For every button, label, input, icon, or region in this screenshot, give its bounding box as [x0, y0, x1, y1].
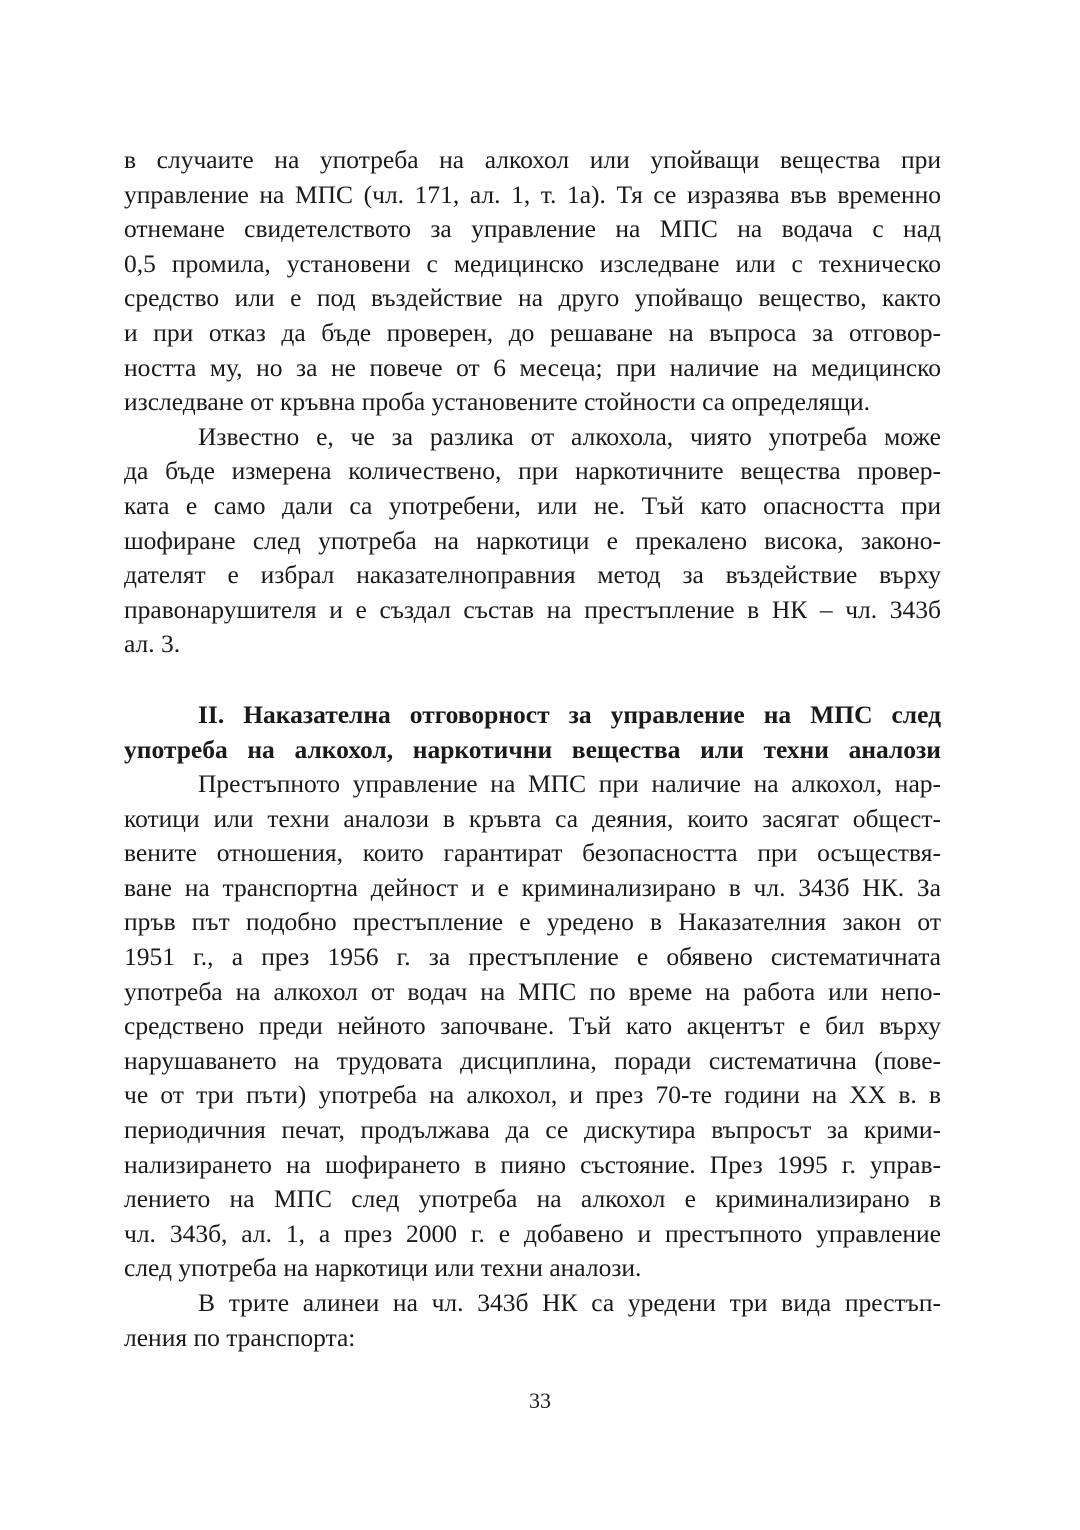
text-line: 1951 г., а през 1956 г. за престъпление е обявено систематичната — [124, 942, 941, 972]
text-line: Престъпното управление на МПС при наличие на алкохол, нар- — [198, 769, 941, 799]
text-line: чл. 343б, ал. 1, а през 2000 г. е добавено и престъпното управление — [124, 1218, 941, 1248]
text-line: управление на МПС (чл. 171, ал. 1, т. 1а). Тя се изразява във временно — [124, 179, 941, 209]
text-line: лението на МПС след употреба на алкохол е криминализирано в — [124, 1184, 941, 1214]
heading-line: II. Наказателна отговорност за управление на МПС след — [198, 699, 941, 729]
text-line: нализирането на шофирането в пияно състояние. През 1995 г. управ- — [124, 1149, 941, 1179]
text-line: ността му, но за не повече от 6 месеца; при наличие на медицинско — [124, 352, 941, 382]
text-line: ката е само дали са употребени, или не. Тъй като опасността при — [124, 490, 941, 520]
text-line: дателят е избрал наказателноправния метод за въздействие върху — [124, 560, 941, 590]
page-body — [124, 143, 941, 1355]
text-line: употреба на алкохол от водач на МПС по време на работа или непо- — [124, 976, 941, 1006]
text-line: отнемане свидетелството за управление на МПС на водача с над — [124, 214, 941, 244]
text-line: котици или техни аналози в кръвта са деяния, които засягат общест- — [124, 803, 941, 833]
text-line: шофиране след употреба на наркотици е прекалено висока, законо- — [124, 525, 941, 555]
text-line: и при отказ да бъде проверен, до решаване на въпроса за отговор- — [124, 317, 941, 347]
text-line: правонарушителя и е създал състав на престъпление в НК – чл. 343б — [124, 594, 941, 624]
text-line: Известно е, че за разлика от алкохола, чиято употреба може — [198, 421, 941, 451]
text-line: периодичния печат, продължава да се дискутира въпросът за крими- — [124, 1115, 941, 1145]
text-line: 0,5 промила, установени с медицинско изследване или с техническо — [124, 248, 941, 278]
text-line: средствено преди нейното започване. Тъй като акцентът е бил върху — [124, 1011, 941, 1041]
text-line: В трите алинеи на чл. 343б НК са уредени три вида престъп- — [198, 1288, 941, 1317]
text-line: пръв път подобно престъпление е уредено в Наказателния закон от — [124, 907, 941, 937]
text-line: вените отношения, които гарантират безопасността при осъществя- — [124, 838, 941, 868]
page-number: 33 — [529, 1388, 551, 1413]
section-heading — [124, 698, 941, 767]
text-line: ления по транспорта: — [124, 1322, 356, 1352]
text-line: след употреба на наркотици или техни аналози. — [124, 1253, 642, 1283]
heading-line: употреба на алкохол, наркотични вещества или техни аналози — [124, 734, 941, 764]
text-line: ал. 3. — [124, 629, 181, 659]
text-line: нарушаването на трудовата дисциплина, поради систематична (пове- — [124, 1045, 941, 1075]
text-line: средство или е под въздействие на друго упойващо вещество, както — [124, 283, 941, 313]
paragraph-1 — [124, 143, 941, 420]
text-line: ване на транспортна дейност и е криминализирано в чл. 343б НК. За — [124, 872, 941, 902]
text-line: изследване от кръвна проба установените стойности са определящи. — [124, 387, 870, 417]
paragraph-3 — [124, 767, 941, 1286]
paragraph-2 — [124, 420, 941, 662]
section-spacer — [124, 662, 941, 698]
text-line: че от три пъти) употреба на алкохол, и през 70-те години на XX в. в — [124, 1080, 941, 1110]
text-line: в случаите на употреба на алкохол или упойващи вещества при — [124, 145, 941, 174]
paragraph-4 — [124, 1286, 941, 1355]
text-line: да бъде измерена количествено, при наркотичните вещества провер- — [124, 456, 941, 486]
